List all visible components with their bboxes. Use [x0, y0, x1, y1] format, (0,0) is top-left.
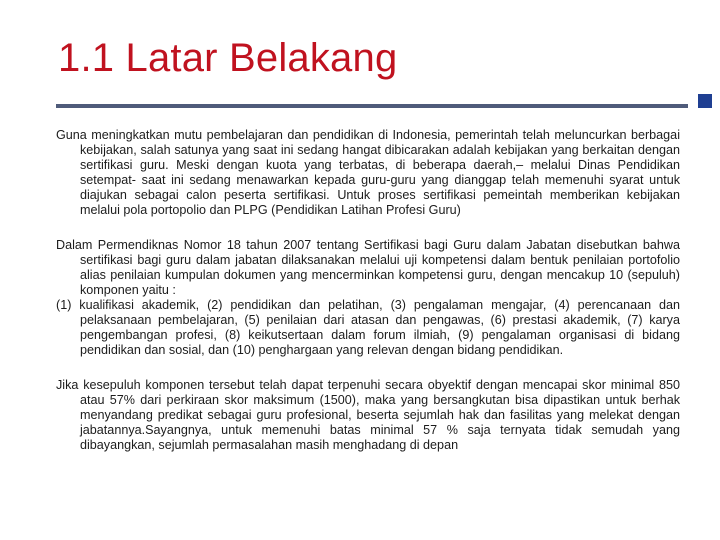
paragraph-components-list: (1) kualifikasi akademik, (2) pendidikan dan pelatihan, (3) pengalaman mengajar, (4) perencanaan dan pelaksanaan pembelajaran, (5) penilaian dari atasan dan pengawas, (6) prestasi akademik, (7) karya pengembangan profesi, (8) keikutsertaan dalam forum ilmiah, (9) pengalaman organisasi di bidang pendidikan dan sosial, dan (10) penghargaan yang relevan dengan bidang pendidikan. [56, 298, 680, 357]
divider-square-icon [698, 94, 712, 108]
paragraph-conclusion: Jika kesepuluh komponen tersebut telah dapat terpenuhi secara obyektif dengan mencapai skor minimal 850 atau 57% dari perkiraan skor maksimum (1500), maka yang bersangkutan bisa dipastikan untuk berhak menyandang predikat sebagai guru profesional, beserta sejumlah hak dan fasilitas yang melekat dengan jabatannya.Sayangnya, untuk memenuhi batas minimal 57 % saja ternyata tidak semudah yang dibayangkan, sejumlah permasalahan masih menghadang di depan [56, 378, 680, 452]
title-divider [56, 104, 688, 108]
paragraph-spacer [56, 218, 680, 238]
slide-title: 1.1 Latar Belakang [58, 36, 398, 80]
paragraph-background: Guna meningkatkan mutu pembelajaran dan pendidikan di Indonesia, pemerintah telah meluncurkan berbagai kebijakan, salah satunya yang saat ini sedang hangat dibicarakan adalah kebijakan yang berkaitan dengan sertifikasi guru. Meski dengan kuota yang terbatas, di beberapa daerah,– melalui Dinas Pendidikan setempat- saat ini sedang menawarkan kepada guru-guru yang dianggap telah memenuhi syarat untuk diajukan sebagai calon peserta sertifikasi. Untuk proses sertifikasi pemeintah memberikan kebijakan melalui pola portopolio dan PLPG (Pendidikan Latihan Profesi Guru) [56, 128, 680, 217]
paragraph-regulation: Dalam Permendiknas Nomor 18 tahun 2007 tentang Sertifikasi bagi Guru dalam Jabatan disebutkan bahwa sertifikasi bagi guru dalam jabatan dilaksanakan melalui uji kompetensi dalam bentuk penilaian portofolio alias penilaian kumpulan dokumen yang mencerminkan kompetensi guru, dengan mencakup 10 (sepuluh) komponen yaitu : [56, 238, 680, 297]
body-text [56, 128, 680, 453]
paragraph-spacer [56, 358, 680, 378]
